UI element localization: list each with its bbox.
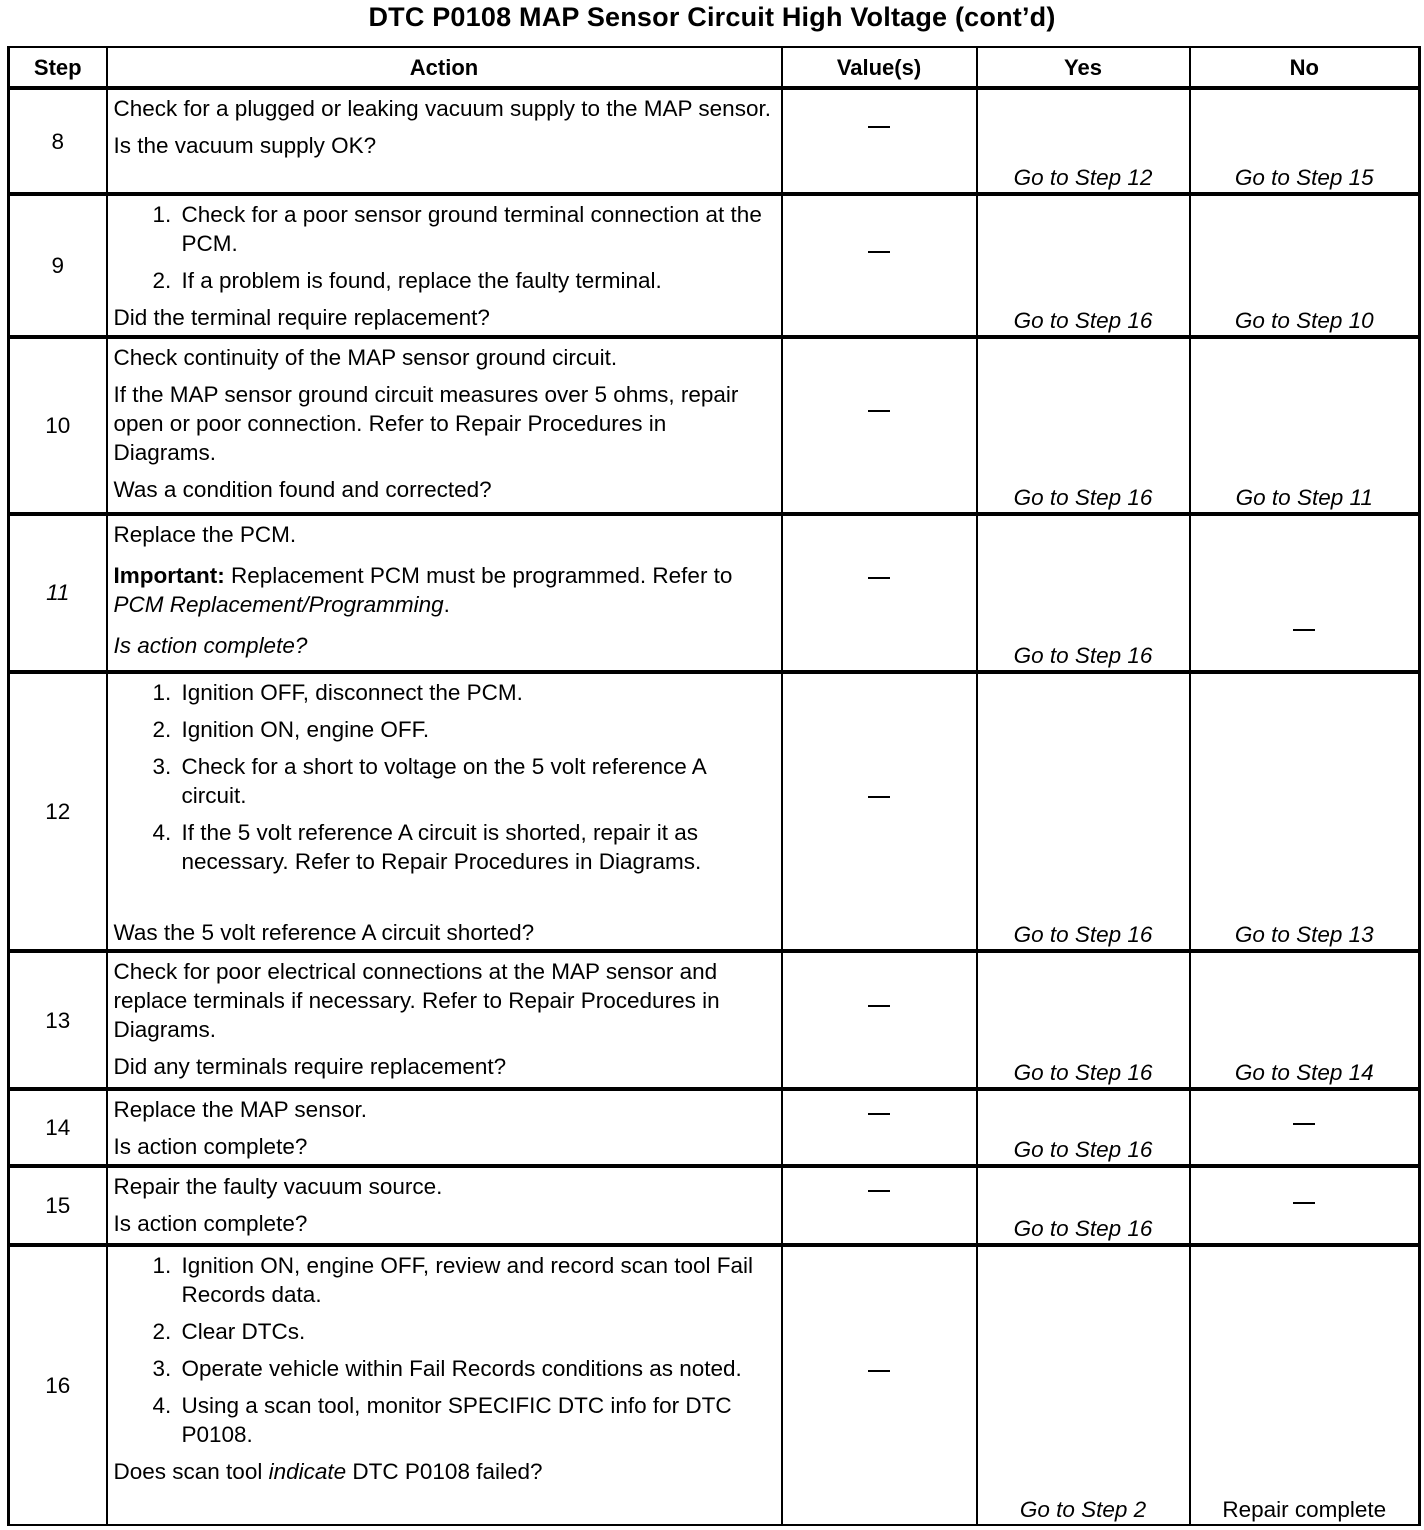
- list-item: 2. Ignition ON, engine OFF.: [178, 715, 775, 744]
- step-number: 10: [9, 337, 107, 513]
- action-cell: [107, 194, 782, 337]
- list-item: 4. If the 5 volt reference A circuit is shorted, repair it as necessary. Refer to Repair Procedures in Diagrams.: [178, 818, 775, 876]
- value-cell: [782, 194, 977, 337]
- dash-mark: [1293, 1202, 1315, 1233]
- list-item: 4. Using a scan tool, monitor SPECIFIC DTC info for DTC P0108.: [178, 1391, 775, 1449]
- action-text: Check for poor electrical connections at the MAP sensor and replace terminals if necessary. Refer to Repair Procedures in Diagrams.: [113, 959, 720, 1043]
- list-item: 1. Ignition OFF, disconnect the PCM.: [178, 678, 775, 707]
- header-action: Action: [107, 47, 782, 88]
- action-text: Replace the PCM.: [113, 521, 297, 547]
- step-number: 12: [9, 672, 107, 951]
- question-part: DTC P0108 failed?: [346, 1458, 543, 1484]
- dash-mark: [868, 796, 890, 827]
- no-cell: Go to Step 10: [1190, 194, 1420, 337]
- yes-cell: Go to Step 16: [977, 1089, 1190, 1166]
- list-item: 3. Check for a short to voltage on the 5 volt reference A circuit.: [178, 752, 775, 810]
- action-text: If the MAP sensor ground circuit measures over 5 ohms, repair open or poor connection. Refer to Repair Procedures in Diagrams.: [113, 382, 739, 466]
- value-cell: [782, 1089, 977, 1166]
- action-list: [114, 200, 775, 295]
- no-cell: [1190, 1166, 1420, 1244]
- action-question: Did the terminal require replacement?: [113, 305, 490, 331]
- action-cell: [107, 1089, 782, 1166]
- dash-mark: [1293, 629, 1315, 660]
- dash-mark: [868, 126, 890, 157]
- step-number: 8: [9, 88, 107, 194]
- value-cell: [782, 337, 977, 513]
- action-question: Is the vacuum supply OK?: [113, 133, 377, 158]
- table-row: [9, 337, 1420, 513]
- dash-mark: [1293, 1123, 1315, 1154]
- yes-cell: Go to Step 2: [977, 1245, 1190, 1525]
- dash-mark: [868, 1370, 890, 1401]
- step-number: 15: [9, 1166, 107, 1244]
- action-list: [114, 1251, 775, 1449]
- action-cell: [107, 951, 782, 1089]
- page-title: DTC P0108 MAP Sensor Circuit High Voltage (cont’d): [368, 2, 1056, 32]
- action-question: Is action complete?: [113, 632, 308, 658]
- table-row: [9, 88, 1420, 194]
- list-item: 3. Operate vehicle within Fail Records conditions as noted.: [178, 1354, 775, 1383]
- important-text: Replacement PCM must be programmed. Refer to: [224, 562, 733, 588]
- dash-mark: [868, 577, 890, 608]
- dash-mark: [868, 410, 890, 441]
- action-text: Repair the faulty vacuum source.: [113, 1174, 443, 1200]
- important-label: Important:: [113, 562, 225, 588]
- action-question: [114, 1457, 775, 1486]
- dash-mark: [868, 1190, 890, 1221]
- list-item: 1. Ignition ON, engine OFF, review and record scan tool Fail Records data.: [178, 1251, 775, 1309]
- header-no: No: [1190, 47, 1420, 88]
- header-step: Step: [9, 47, 107, 88]
- list-item: 2. Clear DTCs.: [178, 1317, 775, 1346]
- no-cell: Go to Step 14: [1190, 951, 1420, 1089]
- action-cell: [107, 1166, 782, 1244]
- value-cell: [782, 1245, 977, 1525]
- dash-mark: [868, 1113, 890, 1144]
- table-row: [9, 1166, 1420, 1244]
- action-cell: [107, 1245, 782, 1525]
- action-text: Check for a plugged or leaking vacuum supply to the MAP sensor.: [113, 96, 771, 121]
- action-question: Is action complete?: [113, 1134, 308, 1160]
- yes-cell: Go to Step 16: [977, 194, 1190, 337]
- action-question: Did any terminals require replacement?: [113, 1054, 507, 1080]
- list-item: 2. If a problem is found, replace the faulty terminal.: [178, 266, 775, 295]
- table-row: [9, 514, 1420, 672]
- no-cell: Repair complete: [1190, 1245, 1420, 1525]
- no-cell: [1190, 1089, 1420, 1166]
- action-cell: [107, 337, 782, 513]
- value-cell: [782, 1166, 977, 1244]
- yes-cell: Go to Step 16: [977, 951, 1190, 1089]
- important-end: .: [443, 591, 450, 617]
- step-number: 13: [9, 951, 107, 1089]
- action-question: Was a condition found and corrected?: [113, 477, 492, 503]
- diagnostic-table: [7, 46, 1421, 1526]
- header-yes: Yes: [977, 47, 1190, 88]
- list-item: 1. Check for a poor sensor ground terminal connection at the PCM.: [178, 200, 775, 258]
- action-cell: [107, 672, 782, 951]
- yes-cell: Go to Step 16: [977, 672, 1190, 951]
- value-cell: [782, 514, 977, 672]
- header-values: Value(s): [782, 47, 977, 88]
- value-cell: [782, 672, 977, 951]
- action-text: Replace the MAP sensor.: [113, 1097, 367, 1123]
- table-row: [9, 1245, 1420, 1525]
- question-part: Does scan tool: [113, 1458, 269, 1484]
- action-list: [114, 678, 775, 876]
- no-cell: Go to Step 15: [1190, 88, 1420, 194]
- action-cell: [107, 514, 782, 672]
- action-cell: [107, 88, 782, 194]
- step-number: 11: [9, 514, 107, 672]
- table-row: [9, 672, 1420, 951]
- question-part: indicate: [268, 1458, 347, 1484]
- important-note: [114, 561, 775, 619]
- header-row: [9, 47, 1420, 88]
- yes-cell: Go to Step 12: [977, 88, 1190, 194]
- table-row: [9, 194, 1420, 337]
- yes-cell: Go to Step 16: [977, 514, 1190, 672]
- dash-mark: [868, 251, 890, 282]
- step-number: 14: [9, 1089, 107, 1166]
- no-cell: Go to Step 11: [1190, 337, 1420, 513]
- table-row: [9, 1089, 1420, 1166]
- dash-mark: [868, 1005, 890, 1036]
- step-number: 16: [9, 1245, 107, 1525]
- action-text: Check continuity of the MAP sensor ground circuit.: [113, 345, 618, 371]
- important-reference: PCM Replacement/Programming: [113, 591, 444, 617]
- no-cell: Go to Step 13: [1190, 672, 1420, 951]
- action-question: Is action complete?: [113, 1211, 308, 1237]
- yes-cell: Go to Step 16: [977, 337, 1190, 513]
- value-cell: [782, 951, 977, 1089]
- table-row: [9, 951, 1420, 1089]
- step-number: 9: [9, 194, 107, 337]
- value-cell: [782, 88, 977, 194]
- yes-cell: Go to Step 16: [977, 1166, 1190, 1244]
- action-question: Was the 5 volt reference A circuit shorted?: [113, 919, 535, 945]
- no-cell: [1190, 514, 1420, 672]
